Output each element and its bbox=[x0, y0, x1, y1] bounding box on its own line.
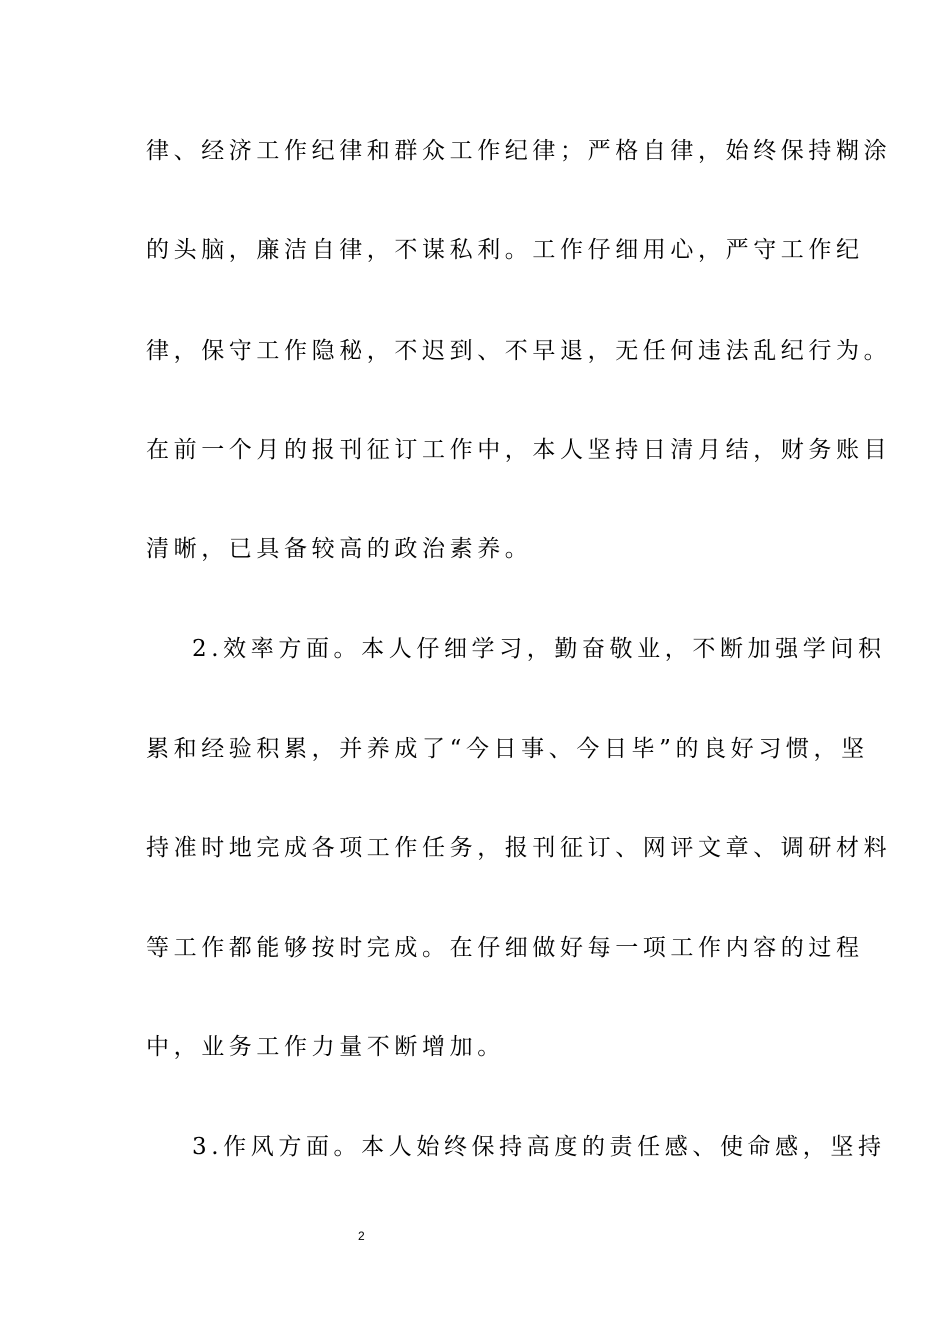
page-number: 2 bbox=[358, 1229, 365, 1243]
body-text-line: 清晰，已具备较高的政治素养。 bbox=[146, 536, 533, 562]
body-text-line: 等工作都能够按时完成。在仔细做好每一项工作内容的过程 bbox=[146, 935, 864, 961]
body-text-line: 累和经验积累，并养成了“今日事、今日毕”的良好习惯，坚 bbox=[146, 736, 869, 762]
body-text-line: 律，保守工作隐秘，不迟到、不早退，无任何违法乱纪行为。 bbox=[146, 338, 892, 364]
paragraph-start-line: 2.效率方面。本人仔细学习，勤奋敬业，不断加强学问积 bbox=[192, 636, 886, 662]
body-text-line: 的头脑，廉洁自律，不谋私利。工作仔细用心，严守工作纪 bbox=[146, 237, 864, 263]
paragraph-start-line: 3.作风方面。本人始终保持高度的责任感、使命感，坚持 bbox=[192, 1134, 886, 1160]
body-text-line: 在前一个月的报刊征订工作中，本人坚持日清月结，财务账目 bbox=[146, 437, 892, 463]
body-text-line: 中，业务工作力量不断增加。 bbox=[146, 1034, 505, 1060]
body-text-line: 持准时地完成各项工作任务，报刊征订、网评文章、调研材料 bbox=[146, 835, 892, 861]
body-text-line: 律、经济工作纪律和群众工作纪律；严格自律，始终保持糊涂 bbox=[146, 138, 892, 164]
